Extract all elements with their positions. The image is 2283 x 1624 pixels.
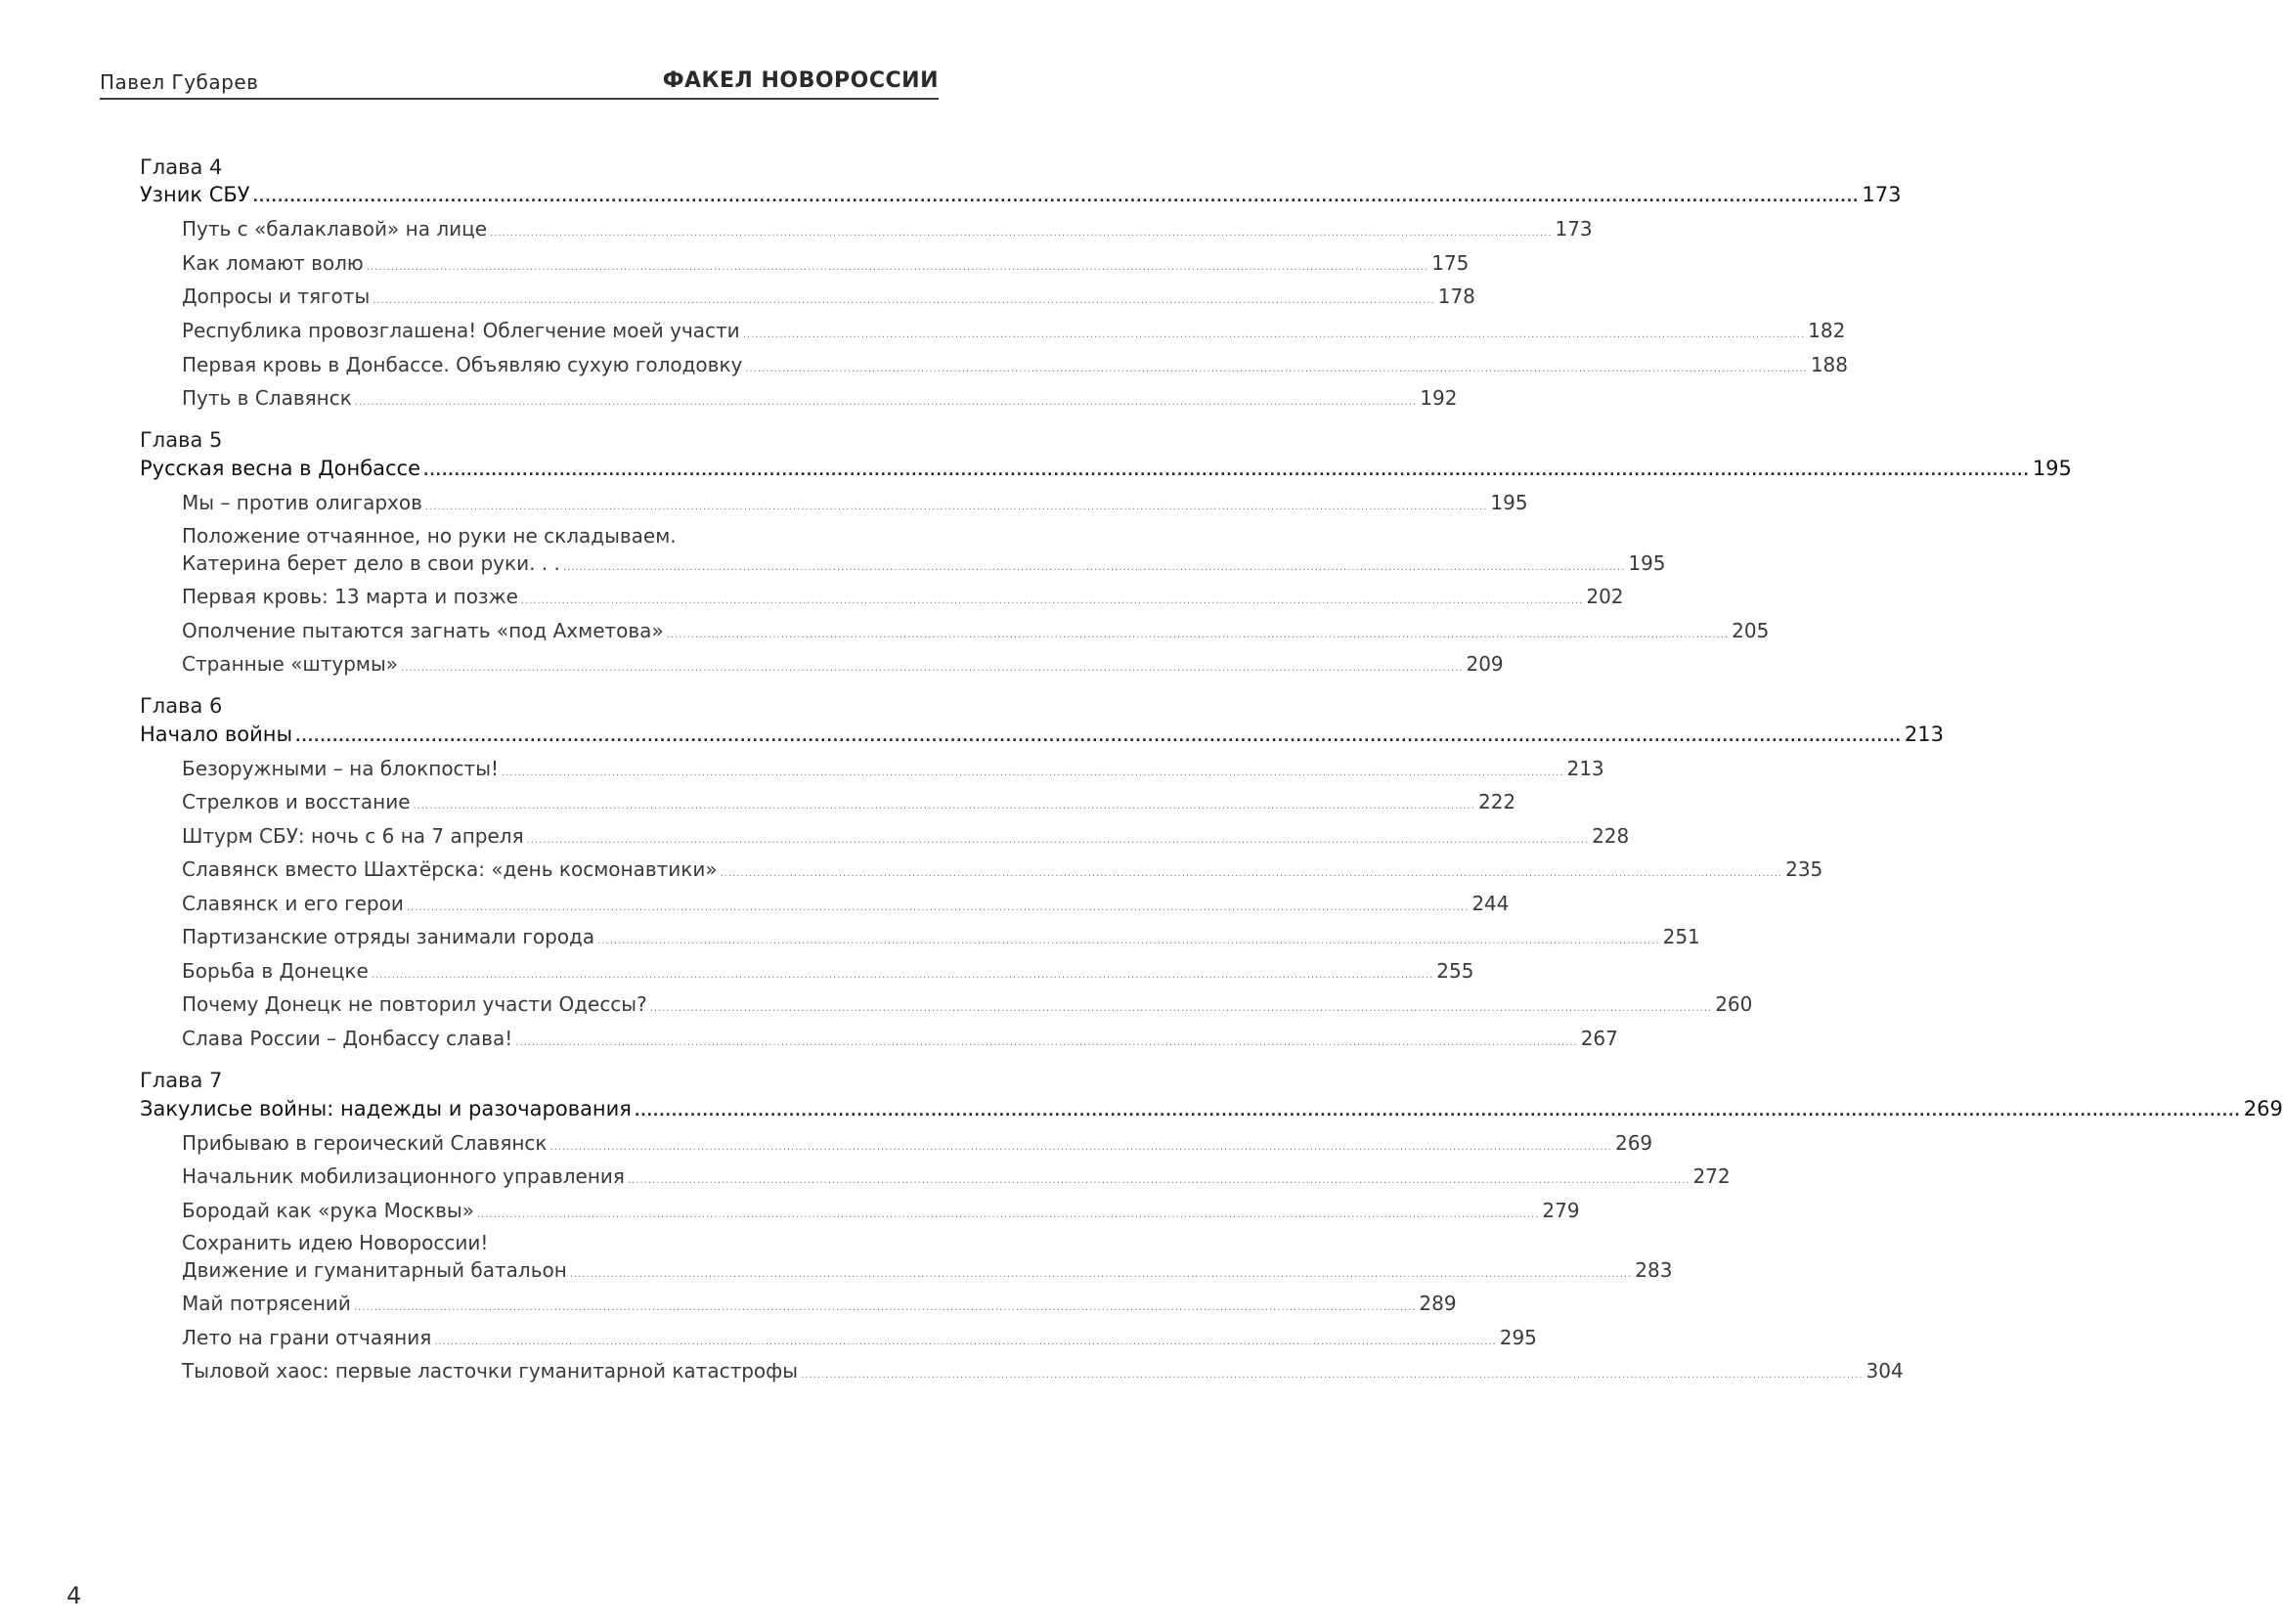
dot-leader: .................................................................................................................................................................................................................................................................... [476, 1209, 1540, 1220]
toc-entry[interactable] [182, 251, 1470, 275]
toc-entry[interactable] [182, 319, 1846, 342]
entry-title: Славянск вместо Шахтёрска: «день космонавтики» [182, 857, 718, 881]
entry-page: 235 [1785, 857, 1823, 881]
chapter-5-entry[interactable] [140, 457, 2072, 480]
dot-leader: .................................................................................................................................................................................................................................................................... [401, 663, 1464, 674]
entry-title: Славянск и его герои [182, 892, 404, 915]
dot-leader: .................................................................................................................................................................................................................................................................... [520, 595, 1584, 606]
dot-leader: .................................................................................................................................................................................................................................................................... [252, 190, 1860, 205]
entry-page: 178 [1437, 285, 1475, 308]
toc-entry[interactable] [182, 1164, 1731, 1188]
entry-title: Республика провозглашена! Облегчение моей участи [182, 319, 740, 342]
entry-title: Прибываю в героический Славянск [182, 1131, 548, 1155]
dot-leader: .................................................................................................................................................................................................................................................................... [549, 1142, 1612, 1153]
entry-title: Почему Донецк не повторил участи Одессы? [182, 992, 647, 1016]
dot-leader: .................................................................................................................................................................................................................................................................... [742, 329, 1806, 340]
toc-entry[interactable] [182, 1326, 1537, 1349]
toc-entry[interactable] [182, 386, 1458, 410]
entry-page: 260 [1715, 992, 1753, 1016]
chapter-4-entry[interactable] [140, 183, 1902, 206]
entry-page: 251 [1662, 925, 1700, 948]
entry-title: Партизанские отряды занимали города [182, 925, 595, 948]
entry-page: 202 [1586, 585, 1624, 608]
toc-entry[interactable] [182, 790, 1516, 813]
toc-entry[interactable] [182, 757, 1604, 780]
chapter-title: Закулисье войны: надежды и разочарования [140, 1097, 632, 1120]
header-book-title: ФАКЕЛ НОВОРОССИИ [662, 68, 939, 93]
toc-entry[interactable] [182, 824, 1630, 848]
entry-title: Слава России – Донбассу слава! [182, 1027, 513, 1050]
entry-page: 192 [1420, 386, 1458, 410]
toc-entry[interactable] [182, 925, 1700, 948]
toc-entry[interactable] [182, 217, 1593, 241]
entry-page: 267 [1580, 1027, 1618, 1050]
chapter-page: 269 [2243, 1097, 2283, 1120]
entry-page: 269 [1614, 1131, 1653, 1155]
toc-entry[interactable] [182, 1131, 1653, 1155]
chapter-page: 173 [1862, 183, 1902, 206]
entry-title: Первая кровь в Донбассе. Объявляю сухую голодовку [182, 353, 743, 376]
dot-leader: .................................................................................................................................................................................................................................................................... [502, 768, 1564, 778]
header-author: Павел Губарев [100, 70, 259, 94]
entry-title: Лето на грани отчаяния [182, 1326, 432, 1349]
dot-leader: .................................................................................................................................................................................................................................................................... [745, 364, 1808, 374]
toc-entry[interactable] [182, 1258, 1673, 1282]
toc-entry[interactable] [182, 585, 1624, 608]
entry-title: Катерина берет дело в свои руки. . . [182, 551, 560, 575]
entry-title: Стрелков и восстание [182, 790, 411, 813]
entry-page: 304 [1866, 1359, 1904, 1383]
chapter-page: 213 [1904, 723, 1944, 746]
running-header [100, 68, 939, 100]
entry-title: Странные «штурмы» [182, 652, 399, 676]
toc-entry[interactable] [182, 1027, 1618, 1050]
entry-title: Тыловой хаос: первые ласточки гуманитарной катастрофы [182, 1359, 799, 1383]
entry-title: Начальник мобилизационного управления [182, 1164, 625, 1188]
entry-page: 205 [1732, 619, 1770, 642]
dot-leader: .................................................................................................................................................................................................................................................................... [720, 868, 1783, 879]
dot-leader: .................................................................................................................................................................................................................................................................... [666, 630, 1730, 640]
toc-entry[interactable] [182, 1359, 1904, 1383]
dot-leader: .................................................................................................................................................................................................................................................................... [526, 835, 1590, 846]
entry-page: 283 [1635, 1258, 1673, 1282]
entry-page: 213 [1566, 757, 1604, 780]
entry-title-first-line: Сохранить идею Новороссии! [182, 1231, 489, 1254]
entry-title: Как ломают волю [182, 251, 364, 275]
entry-page: 295 [1499, 1326, 1537, 1349]
dot-leader: .................................................................................................................................................................................................................................................................... [371, 970, 1434, 981]
toc-entry[interactable] [182, 992, 1753, 1016]
entry-title: Бородай как «рука Москвы» [182, 1199, 474, 1222]
entry-title: Первая кровь: 13 марта и позже [182, 585, 518, 608]
entry-page: 255 [1436, 959, 1474, 983]
dot-leader: .................................................................................................................................................................................................................................................................... [424, 502, 1488, 512]
toc-entry[interactable] [182, 285, 1475, 308]
toc-entry[interactable] [182, 551, 1666, 575]
chapter-6-entry[interactable] [140, 723, 1944, 746]
entry-title: Ополчение пытаются загнать «под Ахметова» [182, 619, 664, 642]
entry-page: 175 [1431, 251, 1470, 275]
toc-entry[interactable] [182, 619, 1770, 642]
dot-leader: .................................................................................................................................................................................................................................................................... [366, 262, 1429, 273]
toc-entry[interactable] [182, 491, 1528, 514]
dot-leader: .................................................................................................................................................................................................................................................................... [649, 1003, 1713, 1014]
entry-page: 244 [1471, 892, 1510, 915]
toc-entry[interactable] [182, 892, 1510, 915]
chapter-title: Русская весна в Донбассе [140, 457, 421, 480]
toc-entry[interactable] [182, 1292, 1457, 1315]
entry-page: 173 [1555, 217, 1593, 241]
entry-page: 182 [1808, 319, 1846, 342]
dot-leader: .................................................................................................................................................................................................................................................................... [634, 1104, 2241, 1119]
entry-page: 289 [1419, 1292, 1457, 1315]
entry-page: 272 [1692, 1164, 1731, 1188]
dot-leader: .................................................................................................................................................................................................................................................................... [562, 562, 1626, 573]
dot-leader: .................................................................................................................................................................................................................................................................... [434, 1337, 1497, 1347]
toc-entry[interactable] [182, 353, 1849, 376]
chapter-page: 195 [2032, 457, 2072, 480]
entry-title: Движение и гуманитарный батальон [182, 1258, 567, 1282]
entry-page: 195 [1628, 551, 1666, 575]
entry-page: 209 [1466, 652, 1504, 676]
chapter-6-label: Глава 6 [140, 694, 223, 718]
dot-leader: .................................................................................................................................................................................................................................................................... [406, 902, 1470, 913]
entry-title: Штурм СБУ: ночь с 6 на 7 апреля [182, 824, 524, 848]
toc-entry[interactable] [182, 652, 1504, 676]
entry-title: Мы – против олигархов [182, 491, 422, 514]
dot-leader: .................................................................................................................................................................................................................................................................... [423, 463, 2030, 479]
entry-title: Борьба в Донецке [182, 959, 369, 983]
toc-entry[interactable] [182, 959, 1474, 983]
entry-title: Путь с «балаклавой» на лице [182, 217, 488, 241]
entry-page: 228 [1592, 824, 1630, 848]
dot-leader: .................................................................................................................................................................................................................................................................... [801, 1370, 1864, 1381]
dot-leader: .................................................................................................................................................................................................................................................................... [373, 295, 1435, 306]
chapter-4-label: Глава 4 [140, 155, 223, 179]
entry-title: Допросы и тяготы [182, 285, 371, 308]
toc-entry[interactable] [182, 1199, 1580, 1222]
chapter-7-entry[interactable] [140, 1097, 2283, 1120]
entry-page: 279 [1542, 1199, 1580, 1222]
page-number: 4 [66, 1582, 82, 1609]
dot-leader: .................................................................................................................................................................................................................................................................... [490, 228, 1553, 239]
dot-leader: .................................................................................................................................................................................................................................................................... [569, 1269, 1633, 1280]
entry-title: Путь в Славянск [182, 386, 352, 410]
chapter-5-label: Глава 5 [140, 428, 223, 452]
entry-page: 188 [1810, 353, 1849, 376]
dot-leader: .................................................................................................................................................................................................................................................................... [627, 1175, 1690, 1186]
dot-leader: .................................................................................................................................................................................................................................................................... [295, 729, 1902, 745]
chapter-title: Начало войны [140, 723, 293, 746]
toc-entry[interactable] [182, 857, 1823, 881]
entry-page: 195 [1490, 491, 1528, 514]
entry-page: 222 [1477, 790, 1516, 813]
dot-leader: .................................................................................................................................................................................................................................................................... [353, 1302, 1417, 1313]
dot-leader: .................................................................................................................................................................................................................................................................... [515, 1037, 1578, 1048]
entry-title: Май потрясений [182, 1292, 351, 1315]
entry-title: Безоружными – на блокпосты! [182, 757, 500, 780]
dot-leader: .................................................................................................................................................................................................................................................................... [354, 397, 1418, 408]
chapter-title: Узник СБУ [140, 183, 250, 206]
dot-leader: .................................................................................................................................................................................................................................................................... [413, 801, 1475, 812]
chapter-7-label: Глава 7 [140, 1069, 223, 1092]
entry-title-first-line: Положение отчаянное, но руки не складываем. [182, 524, 677, 548]
dot-leader: .................................................................................................................................................................................................................................................................... [597, 936, 1660, 946]
